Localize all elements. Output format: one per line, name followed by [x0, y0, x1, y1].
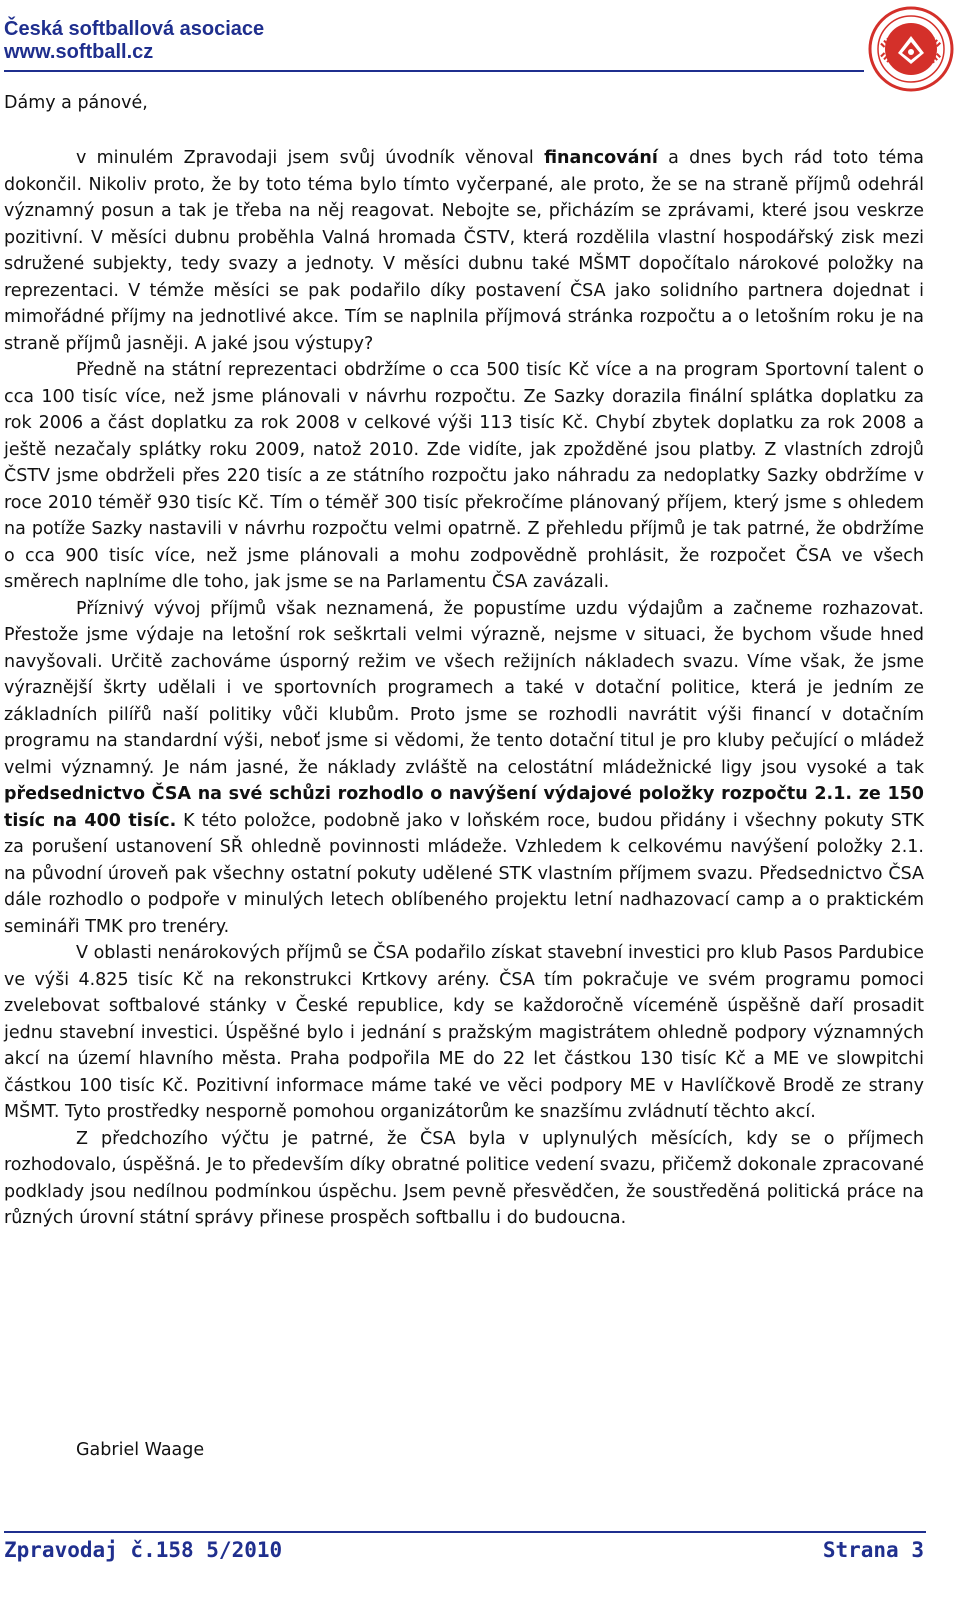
organization-url[interactable]: www.softball.cz: [4, 41, 154, 63]
footer-page-number: Strana 3: [822, 1538, 924, 1562]
paragraph-1: v minulém Zpravodaji jsem svůj úvodník věnoval financování a dnes bych rád toto téma dokončil. Nikoliv proto, že by toto téma bylo tímto vyčerpané, ale proto, že se na straně příjmů odehrál významný posun a tak je třeba na něj reagovat. Nebojte se, přicházím se zprávami, které jsou veskrze pozitivní. V měsíci dubnu proběhla Valná hromada ČSTV, která rozdělila vlastní hospodářský zisk mezi sdružené subjekty, tedy svazy a jednoty. V měsíci dubnu také MŠMT dopočítalo nárokové položky na reprezentaci. V témže měsíci se pak podařilo díky postavení ČSA jako solidního partnera dojednat i mimořádné příjmy na jednotlivé akce. Tím se naplnila příjmová stránka rozpočtu a o letošním roku je na straně příjmů jasněji. A jaké jsou výstupy?: [4, 148, 924, 354]
emphasis-board-decision: předsednictvo ČSA na své schůzi rozhodlo o navýšení výdajové položky rozpočtu 2.1. ze 150 tisíc na 400 tisíc.: [4, 784, 924, 831]
paragraph-3: Příznivý vývoj příjmů však neznamená, že popustíme uzdu výdajům a začneme rozhazovat. Přestože jsme výdaje na letošní rok seškrtali velmi výrazně, nejsme v situaci, že bychom všude hned navyšovali. Určitě zachováme úsporný režim ve všech režijních nákladech svazu. Víme však, že jsme výraznější škrty udělali i ve sportovních programech a také v dotační politice, která je jedním ze základních pilířů naší politiky vůči klubům. Proto jsme se rozhodli navrátit výši financí v dotačním programu na standardní výši, neboť jsme si vědomi, že tento dotační titul je pro kluby pečující o mládež velmi významný. Je nám jasné, že náklady zvláště na celostátní mládežnické ligy jsou vysoké a tak předsednictvo ČSA na své schůzi rozhodlo o navýšení výdajové položky rozpočtu 2.1. ze 150 tisíc na 400 tisíc. K této položce, podobně jako v loňském roce, budou přidány i všechny pokuty STK za porušení ustanovení SŘ ohledně povinnosti mládeže. Vzhledem k celkovému navýšení položky 2.1. na původní úroveň pak všechny ostatní pokuty udělené STK vlastním příjmem svazu. Předsednictvo ČSA dále rozhodlo o podpoře v minulých letech oblíbeného projektu letní nadhazovací camp a o praktickém semináři TMK pro trenéry.: [4, 598, 924, 937]
page-header: [4, 18, 866, 64]
header-divider: [4, 70, 864, 72]
paragraph-5: Z předchozího výčtu je patrné, že ČSA byla v uplynulých měsících, kdy se o příjmech rozhodovalo, úspěšná. Je to především díky obratné politice vedení svazu, přičemž dokonale zpracované podklady jsou nedílnou podmínkou úspěchu. Jsem pevně přesvědčen, že soustředěná politická práce na různých úrovní státní správy přinese prospěch softballu i do budoucna.: [4, 1128, 924, 1228]
footer-divider: [4, 1531, 926, 1533]
author-signature: Gabriel Waage: [76, 1440, 205, 1460]
salutation: Dámy a pánové,: [4, 93, 148, 113]
article-body: [4, 145, 924, 1232]
emphasis-financing: financování: [544, 148, 658, 168]
paragraph-4: V oblasti nenárokových příjmů se ČSA podařilo získat stavební investici pro klub Pasos Pardubice ve výši 4.825 tisíc Kč na rekonstrukci Krtkovy arény. ČSA tím pokračuje ve svém programu pomoci zvelebovat softbalové stánky v České republice, kdy se každoročně víceméně úspěšně daří prosadit jednu stavební investici. Úspěšné bylo i jednání s pražským magistrátem ohledně podpory významných akcí na území hlavního města. Praha podpořila ME do 22 let částkou 130 tisíc Kč a ME ve slowpitchi částkou 100 tisíc Kč. Pozitivní informace máme také ve věci podpory ME v Havlíčkově Brodě ze strany MŠMT. Tyto prostředky nesporně pomohou organizátorům ke snazšímu zvládnutí těchto akcí.: [4, 943, 924, 1122]
paragraph-2: Předně na státní reprezentaci obdržíme o cca 500 tisíc Kč více a na program Sportovní talent o cca 100 tisíc více, než jsme plánovali v návrhu rozpočtu. Ze Sazky dorazila finální splátka doplatku za rok 2006 a část doplatku za rok 2008 v celkové výši 113 tisíc Kč. Chybí zbytek doplatku za rok 2008 a ještě nezačaly splátky roku 2009, natož 2010. Zde vidíte, jak zpožděné jsou platby. Z vlastních zdrojů ČSTV jsme obdrželi přes 220 tisíc a ze státního rozpočtu jako náhradu za nedoplatky Sazky obdržíme v roce 2010 téměř 930 tisíc Kč. Tím o téměř 300 tisíc překročíme plánovaný příjem, který jsme s ohledem na potíže Sazky nastavili v návrhu rozpočtu velmi opatrně. Z přehledu příjmů je tak patrné, že obdržíme o cca 900 tisíc více, než jsme plánovali a mohu zodpovědně prohlásit, že rozpočet ČSA ve všech směrech naplníme dle toho, jak jsme se na Parlamentu ČSA zavázali.: [4, 360, 924, 592]
footer-issue: Zpravodaj č.158 5/2010: [4, 1538, 283, 1562]
organization-name: Česká softballová asociace: [4, 18, 265, 40]
softball-association-logo-icon: [868, 6, 954, 92]
